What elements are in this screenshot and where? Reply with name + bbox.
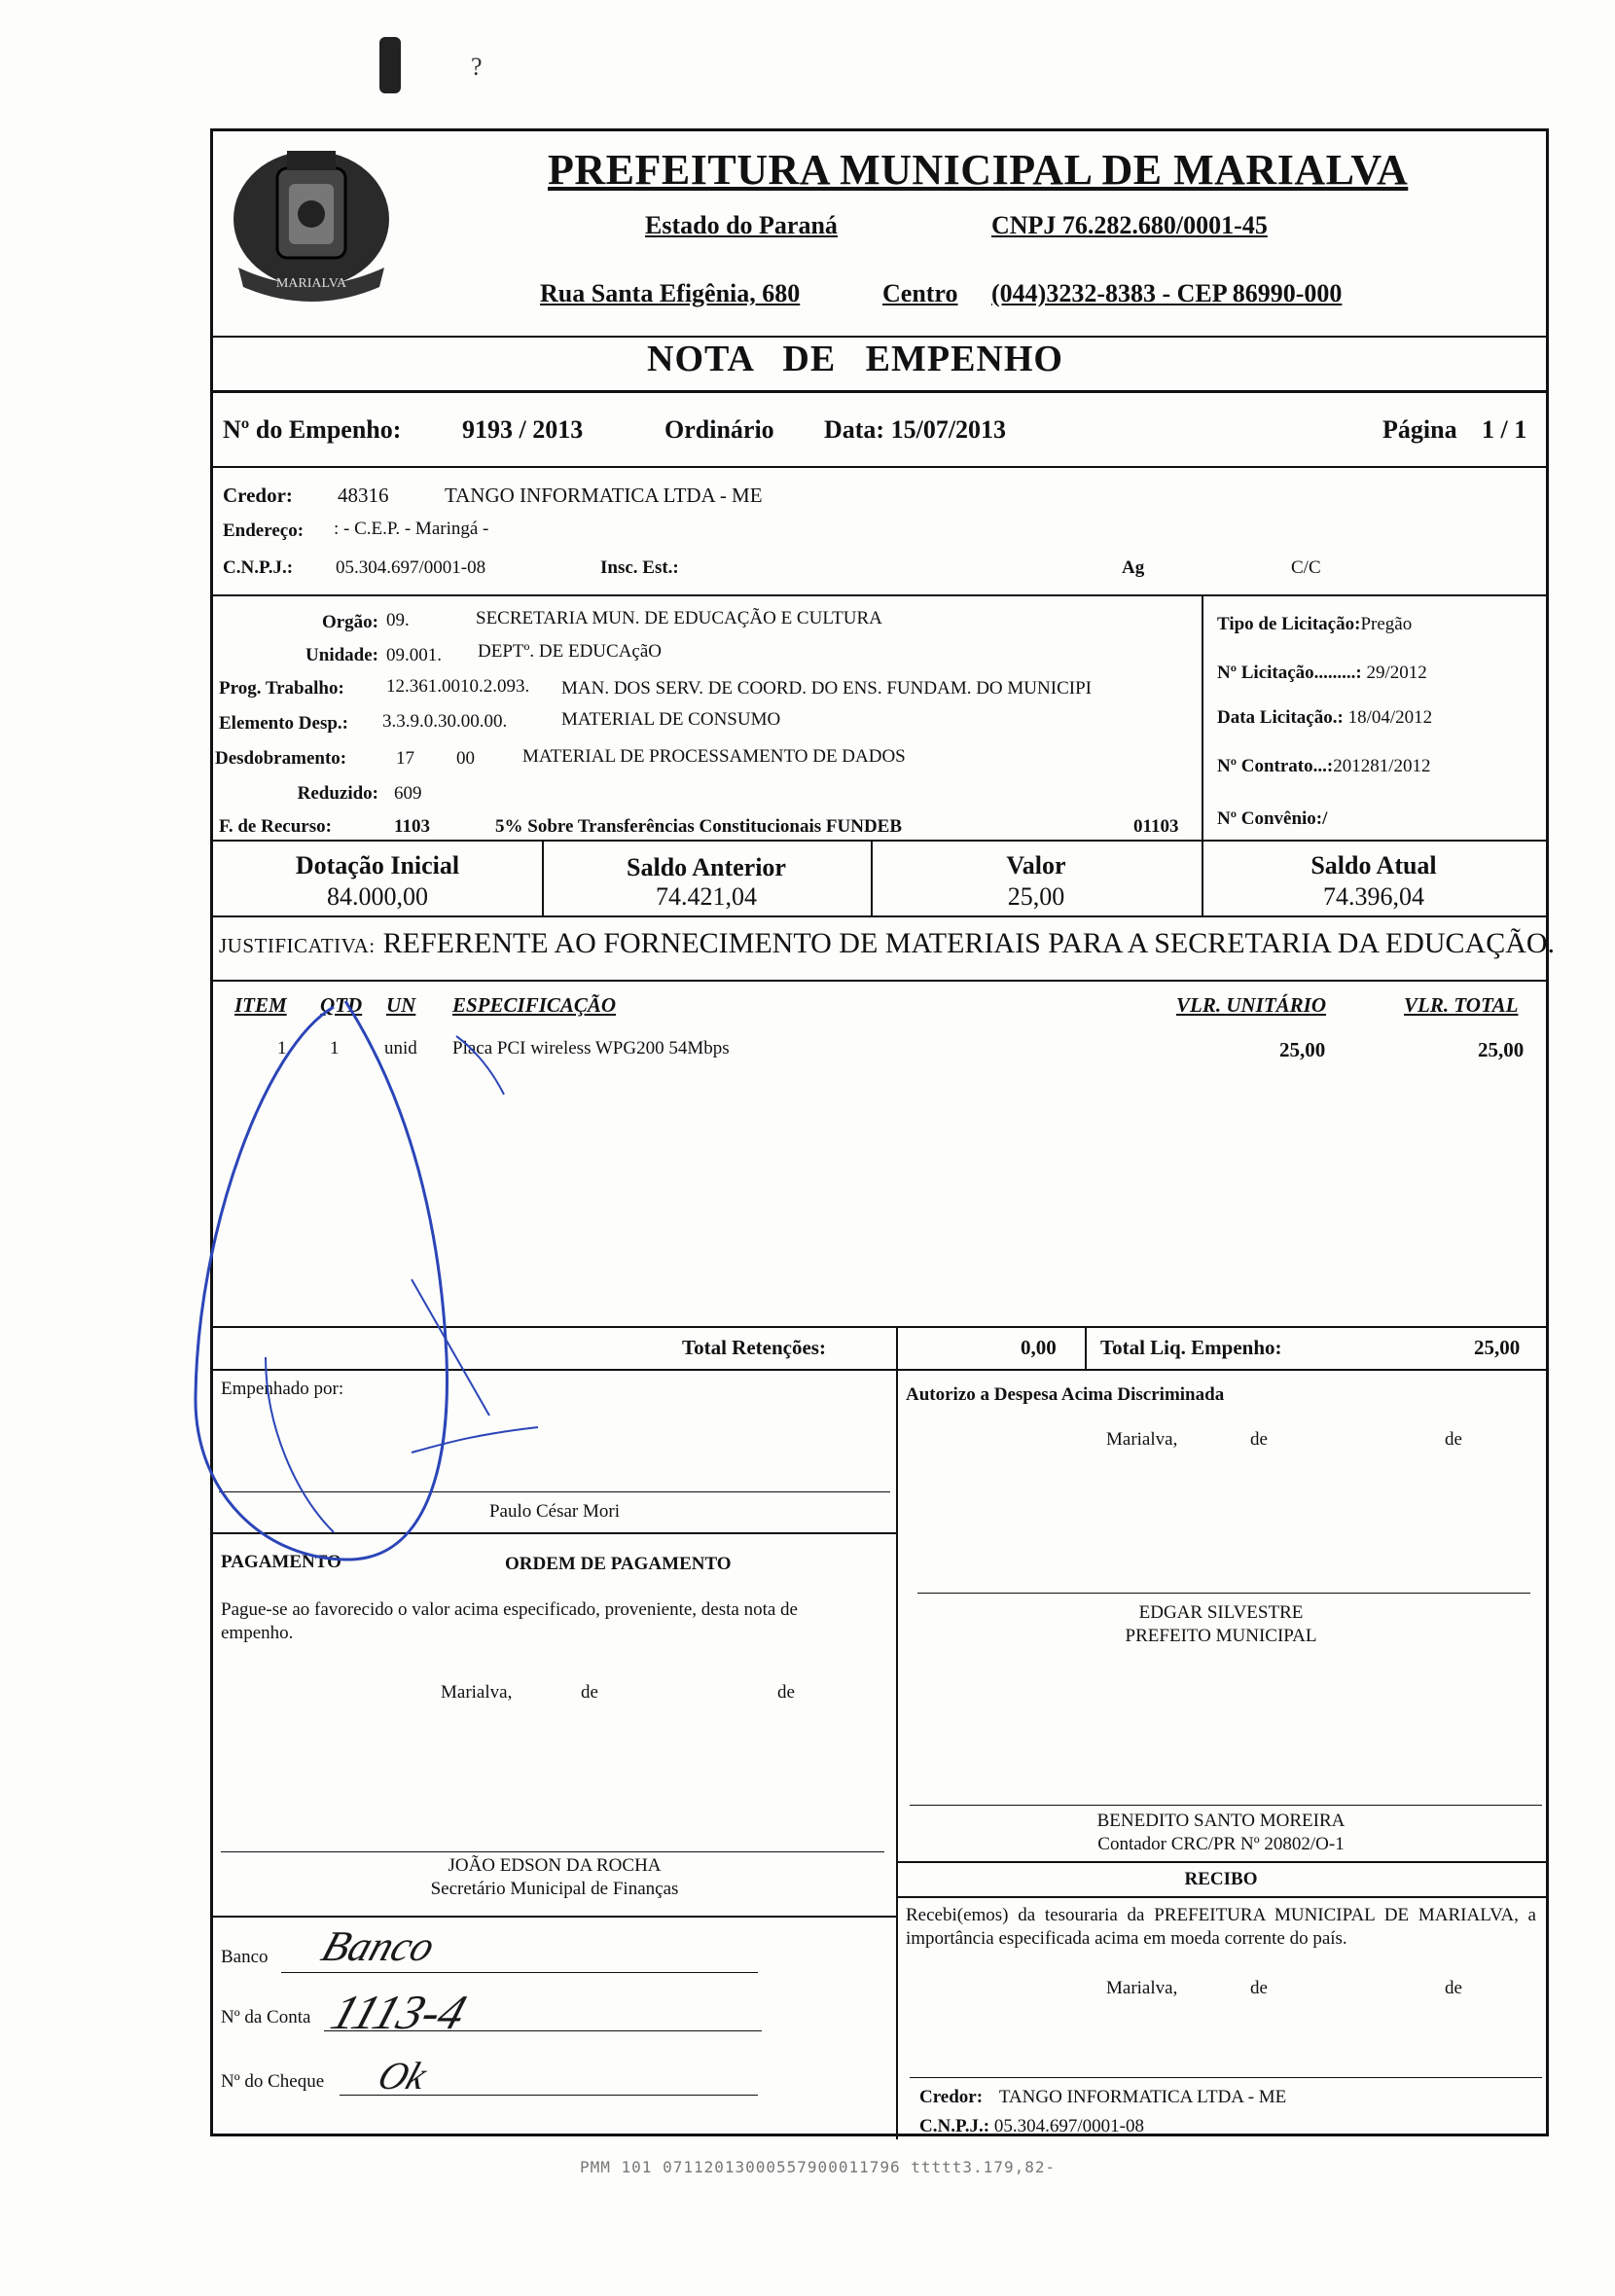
- empenhado-name: Paulo César Mori: [488, 1501, 621, 1522]
- endereco-value: : - C.E.P. - Maringá -: [334, 519, 489, 539]
- licitacao-convenio: Nº Convênio:/: [1217, 808, 1328, 829]
- recibo-title: RECIBO: [1184, 1869, 1258, 1889]
- recibo-credor: Credor: TANGO INFORMATICA LTDA - ME: [919, 2087, 1287, 2107]
- credor-cnpj: 05.304.697/0001-08: [336, 557, 486, 578]
- state-label: Estado do Paraná: [645, 211, 838, 239]
- scan-mark: ?: [471, 53, 483, 81]
- table-row: [213, 1038, 1546, 1071]
- licitacao-tipo: Tipo de Licitação:Pregão: [1217, 614, 1413, 634]
- desdobramento-value: MATERIAL DE PROCESSAMENTO DE DADOS: [522, 746, 906, 767]
- saldo-anterior-value: 74.421,04: [656, 882, 757, 911]
- unidade-label: Unidade:: [305, 645, 378, 665]
- municipal-seal: [219, 141, 404, 305]
- desdobramento-label: Desdobramento:: [215, 748, 347, 769]
- dotacao-value: 84.000,00: [327, 882, 428, 911]
- saldo-anterior-label: Saldo Anterior: [627, 853, 786, 881]
- recurso-code2: 01103: [1133, 816, 1179, 837]
- elemento-value: MATERIAL DE CONSUMO: [561, 709, 781, 730]
- empenhado-label: Empenhado por:: [221, 1379, 344, 1399]
- empenho-number-label: Nº do Empenho:: [223, 415, 402, 444]
- credor-label: Credor:: [223, 484, 293, 507]
- conta-handwriting: [324, 1982, 528, 2040]
- page-label: Página: [1382, 415, 1457, 444]
- phone-cep: (044)3232-8383 - CEP 86990-000: [991, 279, 1343, 307]
- recurso-code: 1103: [394, 816, 430, 837]
- row-spec: Placa PCI wireless WPG200 54Mbps: [452, 1038, 730, 1058]
- unidade-value: DEPTº. DE EDUCAçãO: [478, 641, 662, 662]
- saldo-atual-value: 74.396,04: [1323, 882, 1424, 911]
- desdobramento-code2: 00: [456, 748, 475, 769]
- cheque-label: Nº do Cheque: [221, 2071, 325, 2092]
- credor-code: 48316: [338, 484, 389, 507]
- reduzido-value: 609: [394, 783, 422, 804]
- licitacao-data: Data Licitação.: 18/04/2012: [1217, 707, 1433, 728]
- prog-code: 12.361.0010.2.093.: [386, 676, 530, 697]
- valor-value: 25,00: [1007, 882, 1065, 911]
- autorizo-de1: de: [1250, 1429, 1268, 1450]
- retencoes-value: 0,00: [1021, 1336, 1057, 1359]
- elemento-code: 3.3.9.0.30.00.00.: [382, 711, 508, 732]
- recibo-de1: de: [1250, 1978, 1268, 1998]
- document-title: NOTA DE EMPENHO: [647, 339, 1063, 379]
- ordem-pagamento-label: ORDEM DE PAGAMENTO: [505, 1554, 732, 1574]
- prog-label: Prog. Trabalho:: [219, 678, 344, 699]
- liquido-value: 25,00: [1474, 1336, 1521, 1359]
- autorizo-de2: de: [1445, 1429, 1462, 1450]
- row-qtd: 1: [330, 1038, 340, 1058]
- contador-title: Contador CRC/PR Nº 20802/O-1: [1097, 1834, 1345, 1854]
- cc-label: C/C: [1291, 557, 1321, 578]
- orgao-code: 09.: [386, 610, 410, 630]
- ag-label: Ag: [1122, 557, 1145, 578]
- prefeito-title: PREFEITO MUNICIPAL: [1125, 1626, 1317, 1646]
- cnpj-label: CNPJ 76.282.680/0001-45: [991, 211, 1268, 239]
- recurso-label: F. de Recurso:: [219, 816, 332, 837]
- banco-label: Banco: [221, 1947, 269, 1967]
- nota-de-empenho-document: [210, 128, 1556, 2136]
- col-un: UN: [386, 993, 416, 1017]
- empenho-type: Ordinário: [664, 415, 774, 444]
- svg-text:1113-4: 1113-4: [324, 1986, 473, 2040]
- empenho-date: Data: 15/07/2013: [824, 415, 1007, 444]
- insc-est-label: Insc. Est.:: [600, 557, 679, 578]
- autorizo-place: Marialva,: [1106, 1429, 1178, 1450]
- page-number: 1 / 1: [1482, 415, 1527, 444]
- pagamento-de2: de: [777, 1682, 795, 1703]
- scan-blot: [379, 37, 401, 93]
- recibo-cnpj: C.N.P.J.: 05.304.697/0001-08: [919, 2116, 1144, 2136]
- col-vlr-total: VLR. TOTAL: [1404, 993, 1519, 1017]
- recibo-text: Recebi(emos) da tesouraria da PREFEITURA MUNICIPAL DE MARIALVA, a importância especificada acima em moeda corrente do país.: [906, 1905, 1536, 1949]
- retencoes-label: Total Retenções:: [682, 1336, 826, 1359]
- row-un: unid: [384, 1038, 417, 1058]
- svg-text:MARIALVA: MARIALVA: [275, 276, 347, 291]
- licitacao-contrato: Nº Contrato...:201281/2012: [1217, 756, 1431, 776]
- desdobramento-code1: 17: [396, 748, 414, 769]
- elemento-label: Elemento Desp.:: [219, 713, 348, 734]
- prog-value: MAN. DOS SERV. DE COORD. DO ENS. FUNDAM. DO MUNICIPI: [561, 678, 1092, 699]
- pagamento-de1: de: [581, 1682, 598, 1703]
- contador-name: BENEDITO SANTO MOREIRA: [1096, 1811, 1346, 1831]
- col-especificacao: ESPECIFICAÇÃO: [452, 993, 617, 1017]
- city-hall-title: PREFEITURA MUNICIPAL DE MARIALVA: [548, 146, 1409, 194]
- reduzido-label: Reduzido:: [297, 783, 378, 804]
- pagamento-place: Marialva,: [441, 1682, 513, 1703]
- orgao-label: Orgão:: [321, 612, 378, 632]
- valor-label: Valor: [1006, 851, 1066, 879]
- district: Centro: [882, 279, 958, 307]
- credor-name: TANGO INFORMATICA LTDA - ME: [445, 484, 763, 507]
- pagamento-label: PAGAMENTO: [221, 1552, 341, 1572]
- recibo-de2: de: [1445, 1978, 1462, 1998]
- secretario-name: JOÃO EDSON DA ROCHA: [448, 1855, 662, 1876]
- conta-label: Nº da Conta: [221, 2007, 311, 2027]
- credor-cnpj-label: C.N.P.J.:: [223, 557, 294, 578]
- banco-handwriting: [315, 1916, 495, 1974]
- col-qtd: QTD: [320, 993, 363, 1017]
- col-item: ITEM: [234, 993, 287, 1017]
- recibo-place: Marialva,: [1106, 1978, 1178, 1998]
- recurso-value: 5% Sobre Transferências Constitucionais FUNDEB: [495, 816, 903, 837]
- row-item: 1: [277, 1038, 287, 1058]
- secretario-title: Secretário Municipal de Finanças: [430, 1879, 679, 1899]
- svg-text:Banco: Banco: [315, 1922, 442, 1970]
- licitacao-numero: Nº Licitação.........: 29/2012: [1217, 663, 1427, 683]
- cheque-handwriting: [373, 2044, 530, 2102]
- prefeito-name: EDGAR SILVESTRE: [1138, 1602, 1304, 1623]
- unidade-code: 09.001.: [386, 645, 442, 665]
- empenho-number: 9193 / 2013: [462, 415, 584, 444]
- saldo-atual-label: Saldo Atual: [1310, 851, 1437, 879]
- orgao-value: SECRETARIA MUN. DE EDUCAÇÃO E CULTURA: [476, 608, 882, 628]
- authentication-stamp: PMM 101 07112013000557900011796 ttttt3.179,82-: [580, 2158, 1057, 2176]
- street-address: Rua Santa Efigênia, 680: [540, 279, 801, 307]
- dotacao-label: Dotação Inicial: [295, 851, 460, 879]
- liquido-label: Total Liq. Empenho:: [1100, 1336, 1282, 1359]
- col-vlr-unitario: VLR. UNITÁRIO: [1176, 993, 1327, 1017]
- autorizo-text: Autorizo a Despesa Acima Discriminada: [906, 1384, 1225, 1405]
- pagamento-text: Pague-se ao favorecido o valor acima especificado, proveniente, desta nota de empenho.: [221, 1599, 798, 1643]
- endereco-label: Endereço:: [223, 520, 305, 541]
- justificativa: JUSTIFICATIVA: REFERENTE AO FORNECIMENTO DE MATERIAIS PARA A SECRETARIA DA EDUCAÇÃO.: [219, 927, 1556, 959]
- row-unit-value: 25,00: [1279, 1038, 1326, 1061]
- row-total-value: 25,00: [1478, 1038, 1525, 1061]
- svg-text:Ok: Ok: [373, 2053, 433, 2098]
